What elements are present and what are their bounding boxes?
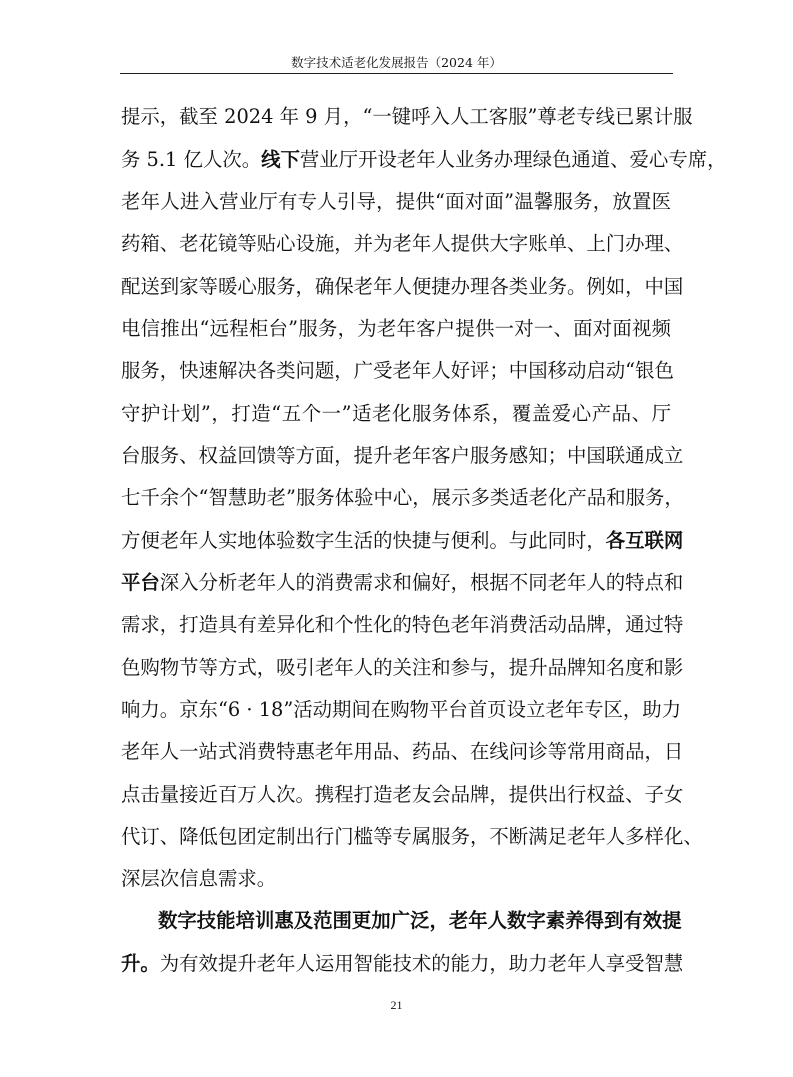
bold-lead-in: 线下	[261, 148, 300, 171]
text-line: 服务，快速解决各类问题，广受老年人好评；中国移动启动“银色	[121, 359, 674, 382]
text-line: 务 5.1 亿人次。线下营业厅开设老年人业务办理绿色通道、爱心专席，	[121, 148, 727, 171]
text-line: 点击量接近百万人次。携程打造老友会品牌，提供出行权益、子女	[121, 783, 684, 806]
bold-lead-in: 平台	[121, 571, 160, 594]
text-line: 台服务、权益回馈等方面，提升老年客户服务感知；中国联通成立	[121, 444, 684, 467]
text-line: 老年人一站式消费特惠老年用品、药品、在线问诊等常用商品，日	[121, 740, 684, 763]
bold-lead-in: 升。	[121, 952, 160, 975]
text-line: 配送到家等暖心服务，确保老年人便捷办理各类业务。例如，中国	[121, 275, 684, 298]
text-line: 深层次信息需求。	[121, 867, 277, 890]
text-line: 提示，截至 2024 年 9 月，“一键呼入人工客服”尊老专线已累计服	[121, 105, 693, 128]
header-divider	[120, 73, 673, 74]
text-line: 七千余个“智慧助老”服务体验中心，展示多类适老化产品和服务，	[121, 486, 684, 509]
text-line: 方便老年人实地体验数字生活的快捷与便利。与此同时，各互联网	[121, 529, 684, 552]
text-line: 需求，打造具有差异化和个性化的特色老年消费活动品牌，通过特	[121, 613, 684, 636]
text-line: 响力。京东“6 · 18”活动期间在购物平台首页设立老年专区，助力	[121, 698, 682, 721]
text-line: 老年人进入营业厅有专人引导，提供“面对面”温馨服务，放置医	[121, 190, 671, 213]
bold-lead-in: 各互联网	[605, 529, 684, 552]
text-line: 守护计划”，打造“五个一”适老化服务体系，覆盖爱心产品、厅	[121, 402, 671, 425]
page-number: 21	[390, 998, 403, 1012]
text-line: 电信推出“远程柜台”服务，为老年客户提供一对一、面对面视频	[121, 317, 671, 340]
text-line: 升。为有效提升老年人运用智能技术的能力，助力老年人享受智慧	[121, 952, 684, 975]
text-line: 代订、降低包团定制出行门槛等专属服务，不断满足老年人多样化、	[121, 825, 703, 848]
text-line: 色购物节等方式，吸引老年人的关注和参与，提升品牌知名度和影	[121, 656, 684, 679]
text-line: 平台深入分析老年人的消费需求和偏好，根据不同老年人的特点和	[121, 571, 684, 594]
running-header: 数字技术适老化发展报告（2024 年）	[291, 55, 502, 70]
text-line: 药箱、老花镜等贴心设施，并为老年人提供大字账单、上门办理、	[121, 232, 684, 255]
section-heading-line: 数字技能培训惠及范围更加广泛，老年人数字素养得到有效提	[158, 909, 682, 932]
